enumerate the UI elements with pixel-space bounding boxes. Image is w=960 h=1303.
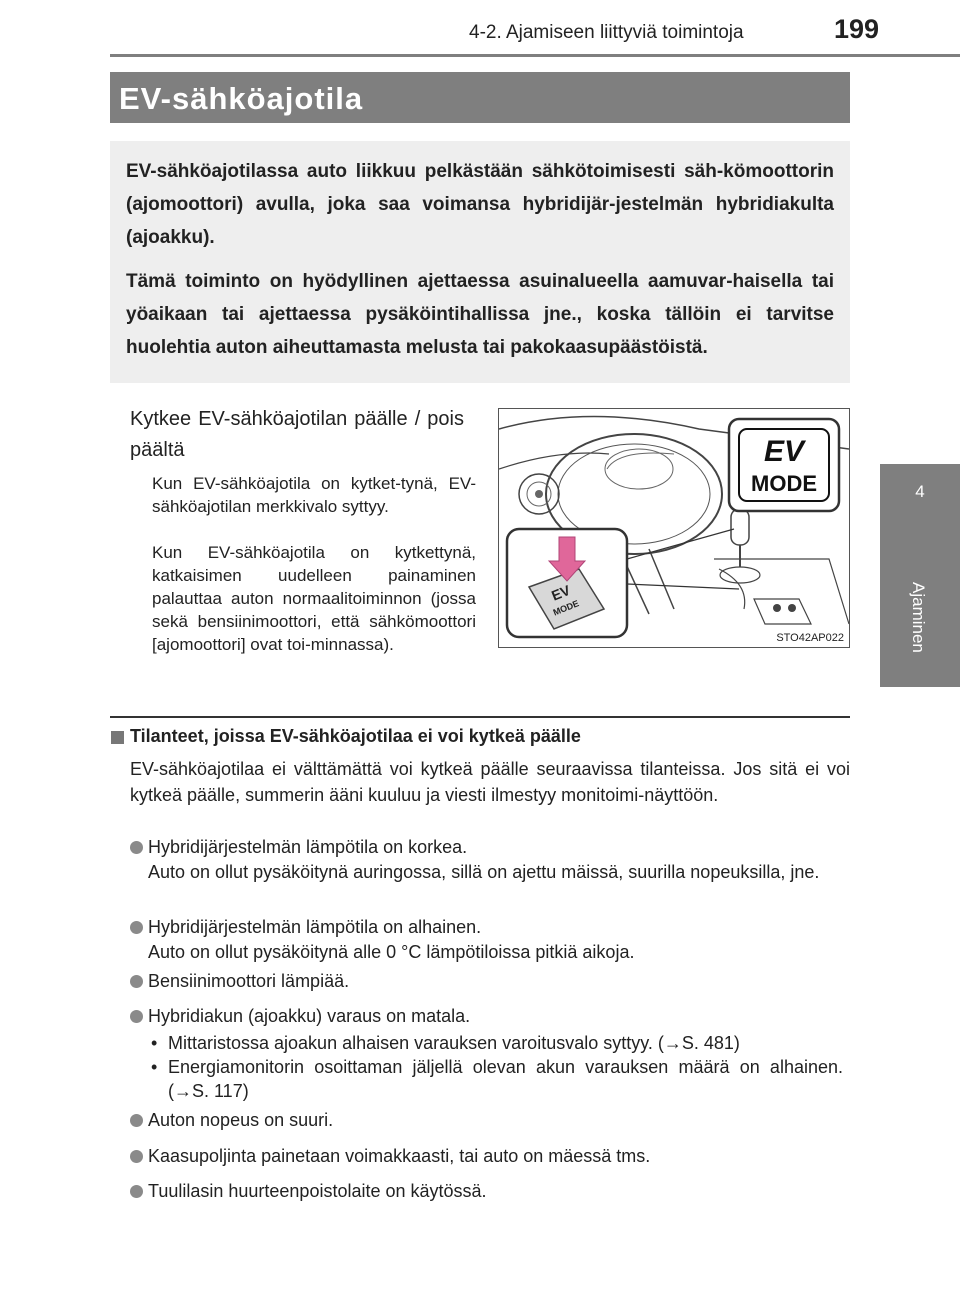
bullet-1-line-1: Hybridijärjestelmän lämpötila on korkea. — [148, 837, 468, 857]
bullet-4: Hybridiakun (ajoakku) varaus on matala. — [148, 1006, 471, 1026]
button-label-ev: EV — [549, 581, 573, 604]
section-title: EV-sähköajotila — [119, 81, 364, 116]
bullet-7: Tuulilasin huurteenpoistolaite on käytössä. — [148, 1181, 487, 1201]
side-tab-label: Ajaminen — [909, 582, 928, 653]
bullet-dot-icon — [130, 921, 143, 934]
section-title-bar — [110, 72, 850, 123]
bullet-dot-icon — [130, 975, 143, 988]
intro-paragraph-2: Tämä toiminto on hyödyllinen ajettaessa asuinalueella aamuvar-haisella tai yöaikaan tai ajettaessa pysäköintihallissa jne., koska tällöin ei tarvitse huolehtia auton aiheuttamasta melusta tai pakokaasupäästöistä. — [126, 271, 834, 358]
bullet-2-line-1: Hybridijärjestelmän lämpötila on alhainen. — [148, 917, 482, 937]
bullet-dot-icon — [130, 1010, 143, 1023]
badge-label-ev: EV — [763, 435, 805, 468]
header-rule — [110, 54, 960, 57]
chapter-side-tab — [880, 464, 960, 687]
sub-bullet-1: Mittaristossa ajoakun alhaisen varauksen varoitusvalo syttyy. (→S. 481) — [168, 1033, 740, 1053]
sub-bullet-2: Energiamonitorin osoittaman jäljellä olevan akun varauksen määrä on alhainen. (→S. 117) — [168, 1057, 843, 1101]
switch-text-2: Kun EV-sähköajotila on kytkettynä, katkaisimen uudelleen painaminen palauttaa auton normaalitoiminnon (jossa sekä bensiinimoottori, että sähkömoottori [ajomoottori] ovat toi-minnassa). — [152, 543, 476, 654]
dashboard-drawing — [499, 409, 849, 647]
side-tab-number: 4 — [915, 482, 925, 501]
bullet-dot-icon — [130, 841, 143, 854]
button-label-mode: MODE — [551, 598, 581, 618]
square-bullet-icon — [111, 731, 124, 744]
chapter-heading: 4-2. Ajamiseen liittyviä toimintoja — [469, 22, 744, 43]
bullet-3: Bensiinimoottori lämpiää. — [148, 971, 350, 991]
bullet-dot-icon — [130, 1150, 143, 1163]
bullet-2-line-2: Auto on ollut pysäköitynä alle 0 °C lämpötiloissa pitkiä aikoja. — [148, 942, 635, 962]
bullet-6: Kaasupoljinta painetaan voimakkaasti, tai auto on mäessä tms. — [148, 1146, 651, 1166]
intro-box — [110, 141, 850, 383]
ev-mode-illustration — [498, 408, 850, 648]
section-separator — [110, 716, 850, 718]
conditions-heading: Tilanteet, joissa EV-sähköajotilaa ei voi kytkeä päälle — [130, 726, 581, 746]
badge-label-mode: MODE — [751, 471, 817, 496]
bullet-1-line-2: Auto on ollut pysäköitynä auringossa, sillä on ajettu mäissä, suurilla nopeuksilla, jne. — [148, 862, 820, 882]
bullet-5: Auton nopeus on suuri. — [148, 1110, 334, 1130]
ev-mode-indicator-badge — [729, 419, 839, 511]
switch-heading: Kytkee EV-sähköajotilan päälle / pois päältä — [130, 408, 464, 461]
conditions-intro: EV-sähköajotilaa ei välttämättä voi kytkeä päälle seuraavissa tilanteissa. Jos sitä ei voi kytkeä päälle, summerin ääni kuuluu ja viesti ilmestyy monitoimi-näyttöön. — [130, 759, 850, 805]
bullet-dot-icon — [130, 1114, 143, 1127]
sub-bullet-dot: • — [151, 1033, 158, 1053]
sub-bullet-dot: • — [151, 1057, 158, 1077]
switch-text-1: Kun EV-sähköajotila on kytket-tynä, EV-sähköajotilan merkkivalo syttyy. — [152, 474, 476, 516]
page-number: 199 — [834, 14, 880, 44]
bullet-dot-icon — [130, 1185, 143, 1198]
intro-paragraph-1: EV-sähköajotilassa auto liikkuu pelkästään sähkötoimisesti säh-kömoottorin (ajomoottori) avulla, joka saa voimansa hybridijär-jestelmän hybridiakulta (ajoakku). — [126, 161, 834, 248]
illustration-code: STO42AP022 — [776, 632, 844, 644]
